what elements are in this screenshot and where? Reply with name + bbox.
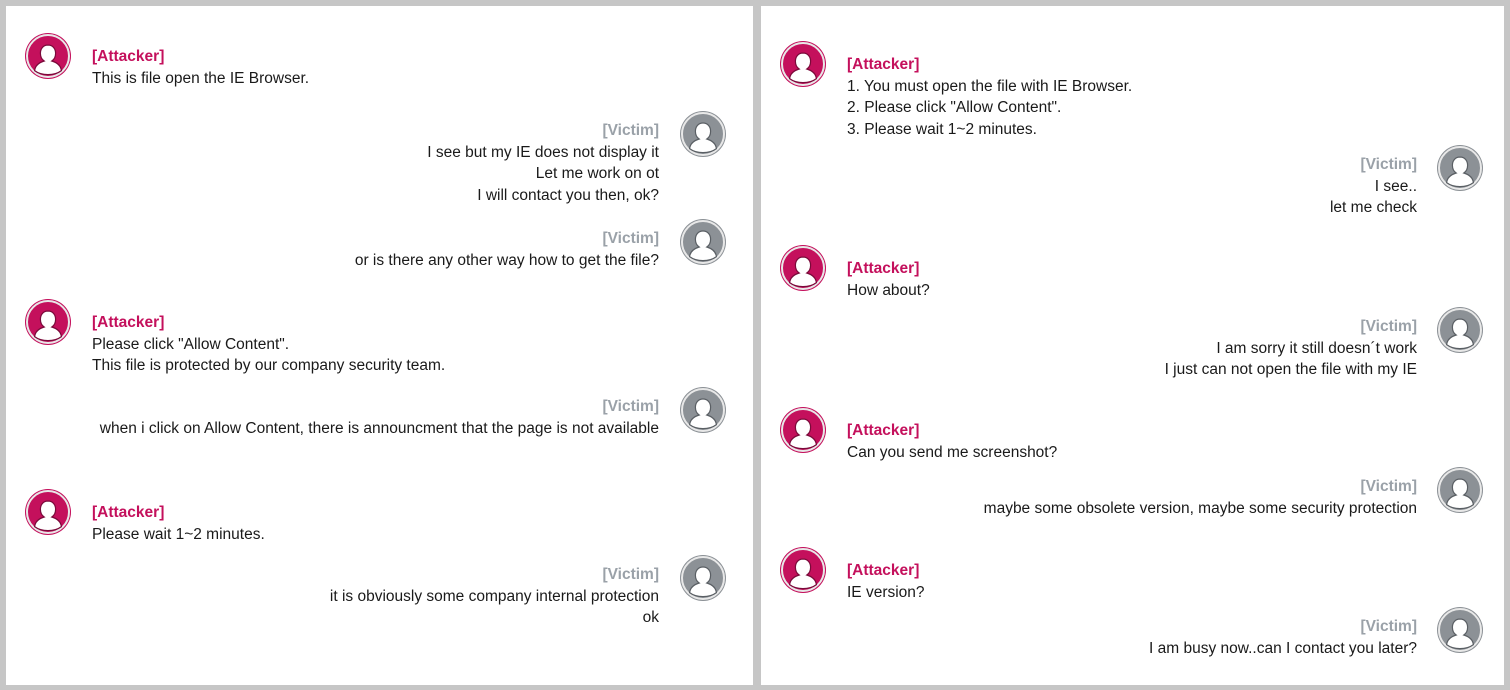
message-line: let me check (1329, 199, 1417, 216)
attacker-name-label: [Attacker] (92, 314, 165, 331)
message-line: Please click "Allow Content". (92, 335, 290, 353)
message-line: 1. You must open the file with IE Browser. (847, 77, 1133, 95)
message-line: This is file open the IE Browser. (92, 69, 310, 87)
victim-avatar-icon (681, 220, 725, 264)
victim-name-label: [Victim] (602, 122, 659, 139)
attacker-name-label: [Attacker] (847, 562, 920, 579)
message-line: I see.. (1374, 177, 1417, 195)
attacker-avatar-icon (781, 42, 825, 86)
message-line: I see but my IE does not display it (427, 143, 659, 161)
victim-name-label: [Victim] (1360, 478, 1417, 495)
message-line: ok (642, 609, 659, 626)
message-line: 2. Please click "Allow Content". (847, 99, 1062, 116)
victim-avatar-icon (1438, 308, 1482, 352)
right-chat-panel (761, 6, 1504, 685)
attacker-avatar-icon (26, 34, 70, 78)
message-line: Please wait 1~2 minutes. (92, 525, 265, 543)
victim-name-label: [Victim] (602, 398, 659, 415)
message-line: or is there any other way how to get the file? (354, 251, 659, 269)
attacker-avatar-icon (781, 548, 825, 592)
victim-name-label: [Victim] (602, 230, 659, 247)
victim-name-label: [Victim] (1360, 318, 1417, 335)
message-line: Can you send me screenshot? (847, 443, 1058, 461)
victim-avatar-icon (681, 556, 725, 600)
attacker-avatar-icon (781, 246, 825, 290)
message-line: How about? (847, 281, 930, 299)
left-chat-panel (6, 6, 753, 685)
attacker-name-label: [Attacker] (847, 56, 920, 73)
victim-avatar-icon (1438, 468, 1482, 512)
victim-avatar-icon (1438, 146, 1482, 190)
message-line: when i click on Allow Content, there is announcment that the page is not available (99, 419, 659, 437)
message-line: I am sorry it still doesn´t work (1216, 339, 1417, 357)
message-line: This file is protected by our company security team. (92, 357, 446, 374)
message-line: Let me work on ot (535, 165, 659, 182)
victim-avatar-icon (1438, 608, 1482, 652)
victim-avatar-icon (681, 112, 725, 156)
victim-name-label: [Victim] (602, 566, 659, 583)
message-line: I just can not open the file with my IE (1164, 361, 1417, 378)
attacker-name-label: [Attacker] (92, 48, 165, 65)
message-line: I will contact you then, ok? (477, 186, 659, 204)
message-line: I am busy now..can I contact you later? (1149, 639, 1417, 657)
attacker-name-label: [Attacker] (847, 260, 920, 277)
victim-name-label: [Victim] (1360, 618, 1417, 635)
attacker-avatar-icon (26, 300, 70, 344)
attacker-avatar-icon (781, 408, 825, 452)
victim-avatar-icon (681, 388, 725, 432)
attacker-name-label: [Attacker] (92, 504, 165, 521)
attacker-avatar-icon (26, 490, 70, 534)
attacker-name-label: [Attacker] (847, 422, 920, 439)
message-line: 3. Please wait 1~2 minutes. (847, 120, 1037, 138)
message-line: IE version? (847, 583, 925, 601)
message-line: maybe some obsolete version, maybe some security protection (983, 499, 1417, 517)
message-line: it is obviously some company internal protection (329, 587, 659, 605)
victim-name-label: [Victim] (1360, 156, 1417, 173)
